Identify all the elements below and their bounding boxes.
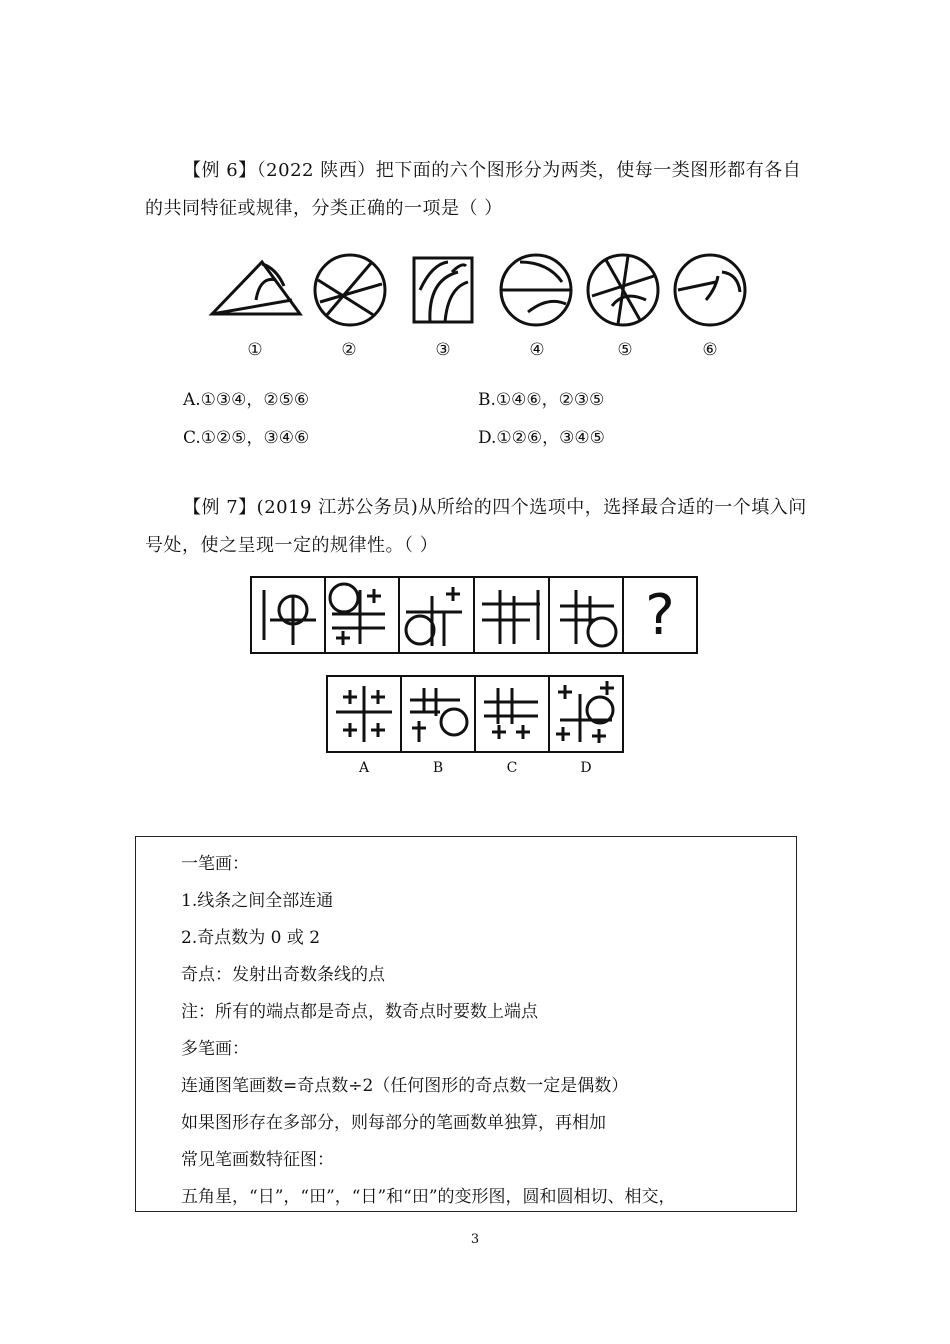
note-line-7: 连通图笔画数=奇点数÷2（任何图形的奇点数一定是偶数） [181,1076,629,1096]
notes-box [135,836,797,1212]
figure-label-2: ② [341,340,357,360]
option-label-a: A [358,760,370,776]
note-line-4: 奇点：发射出奇数条线的点 [181,965,385,985]
example6-question-line2: 的共同特征或规律，分类正确的一项是（ ） [145,198,503,219]
example6-option-b: B.①④⑥，②③⑤ [478,390,605,410]
option-label-d: D [580,760,592,776]
question-mark: ? [645,582,675,648]
figure-label-6: ⑥ [702,340,718,360]
option-cell-d [556,681,614,743]
note-line-6: 多笔画： [181,1039,249,1059]
note-line-8: 如果图形存在多部分，则每部分的笔画数单独算，再相加 [181,1113,606,1133]
figure-label-4: ④ [529,340,545,360]
page-number: 3 [470,1232,480,1247]
example7-question-line2: 号处，使之呈现一定的规律性。（ ） [145,535,439,556]
note-line-3: 2.奇点数为 0 或 2 [181,928,321,948]
note-line-9: 常见笔画数特征图： [181,1150,334,1170]
example6-option-a: A.①③④，②⑤⑥ [183,390,310,410]
example6-option-d: D.①②⑥，③④⑤ [478,428,605,448]
option-cell-a [336,686,392,742]
option-cell-c [484,688,538,739]
example6-question-line1: 【例 6】（2022 陕西）把下面的六个图形分为两类，使每一类图形都有各自 [183,160,802,181]
example6-option-c: C.①②⑤，③④⑥ [183,428,310,448]
note-line-10: 五角星，“日”，“田”，“日”和“田”的变形图，圆和圆相切、相交， [181,1187,676,1207]
note-line-2: 1.线条之间全部连通 [181,891,334,911]
option-label-b: B [432,760,444,776]
option-label-c: C [506,760,518,776]
note-line-5: 注：所有的端点都是奇点，数奇点时要数上端点 [181,1002,538,1022]
note-line-1: 一笔画： [181,854,249,874]
example7-question-line1: 【例 7】(2019 江苏公务员)从所给的四个选项中，选择最合适的一个填入问 [183,497,807,518]
figure-label-5: ⑤ [617,340,633,360]
figure-label-1: ① [247,340,263,360]
figure-label-3: ③ [435,340,451,360]
option-cell-b [410,688,467,742]
